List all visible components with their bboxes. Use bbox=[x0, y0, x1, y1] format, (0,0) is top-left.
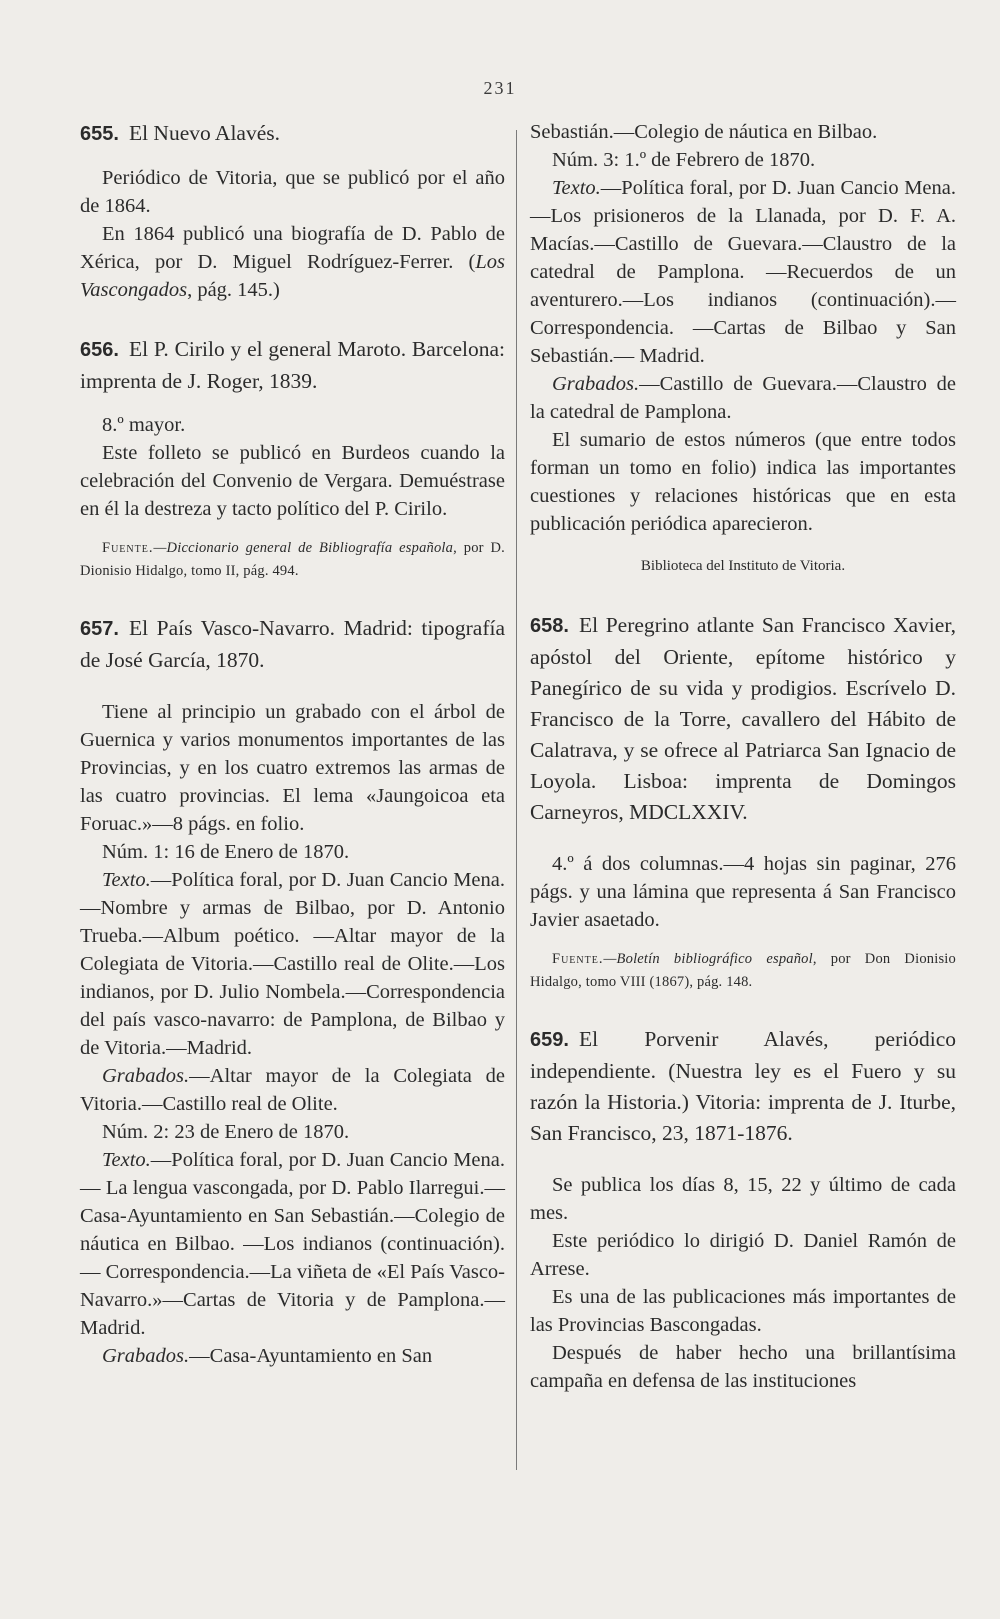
entry-655-heading bbox=[80, 118, 505, 150]
entry-659-heading bbox=[530, 1024, 956, 1149]
entry-number: 659. bbox=[530, 1029, 569, 1051]
paragraph: Periódico de Vitoria, que se publicó por el año de 1864. bbox=[80, 167, 505, 217]
entry-number: 656. bbox=[80, 339, 119, 361]
entry-number: 658. bbox=[530, 615, 569, 637]
paragraph: En 1864 publicó una biografía de D. Pablo de Xérica, por D. Miguel Rodríguez-Ferrer. (Los Vascongados, pág. 145.) bbox=[80, 223, 505, 301]
source-note: Fuente.—Boletín bibliográfico español, por Don Dionisio Hidalgo, tomo VIII (1867), pág. 148. bbox=[530, 951, 956, 990]
column-divider bbox=[516, 130, 517, 1470]
paragraph: El sumario de estos números (que entre todos forman un tomo en folio) indica las importantes cuestiones y relaciones históricas que en esta publicación periódica aparecieron. bbox=[530, 429, 956, 535]
entry-title: El Porvenir Alavés, periódico independiente. (Nuestra ley es el Fuero y su razón la Historia.) Vitoria: imprenta de J. Iturbe, San Francisco, 23, 1871-1876. bbox=[530, 1027, 956, 1145]
entry-title: El Nuevo Alavés. bbox=[128, 121, 281, 145]
issue-line: Núm. 3: 1.º de Febrero de 1870. bbox=[552, 149, 816, 171]
contents-text: Texto.—Política foral, por D. Juan Cancio Mena.— La lengua vascongada, por D. Pablo Ilarregui.— Casa-Ayuntamiento en San Sebastián.—Colegio de náutica en Bilbao. —Los indianos (continuación).— Correspondencia.—La viñeta de «El País Vasco-Navarro.»—Cartas de Vitoria y de Pamplona.—Madrid. bbox=[80, 1149, 505, 1339]
page-number: 231 bbox=[483, 78, 517, 98]
entry-title: El Peregrino atlante San Francisco Xavier, apóstol del Oriente, epítome histórico y Panegírico de su vida y prodigios. Escrívelo D. Francisco de la Torre, cavallero del Hábito de Calatrava, y se ofrece al Patriarca San Ignacio de Loyola. Lisboa: imprenta de Domingos Carneyros, MDCLXXIV. bbox=[530, 613, 956, 824]
paragraph: Después de haber hecho una brillantísima campaña en defensa de las instituciones bbox=[530, 1342, 956, 1392]
paragraph: Este folleto se publicó en Burdeos cuando la celebración del Convenio de Vergara. Demuéstrase en él la destreza y tacto político del P. Cirilo. bbox=[80, 442, 505, 520]
engravings-continued: Sebastián.—Colegio de náutica en Bilbao. bbox=[530, 121, 878, 143]
entry-656-heading bbox=[80, 334, 505, 397]
issue-line: Núm. 2: 23 de Enero de 1870. bbox=[102, 1121, 350, 1143]
paragraph: Se publica los días 8, 15, 22 y último de cada mes. bbox=[530, 1174, 956, 1224]
paragraph: Este periódico lo dirigió D. Daniel Ramón de Arrese. bbox=[530, 1230, 956, 1280]
entry-657-heading bbox=[80, 613, 505, 676]
source-note: Fuente.—Diccionario general de Bibliografía española, por D. Dionisio Hidalgo, tomo II, pág. 494. bbox=[80, 540, 505, 579]
contents-text: Texto.—Política foral, por D. Juan Cancio Mena.—Nombre y armas de Bilbao, por D. Antonio Trueba.—Album poético. —Altar mayor de la Colegiata de Vitoria.—Castillo real de Olite.—Los indianos, por D. Julio Nombela.—Correspondencia del país vasco-navarro: de Pamplona, de Bilbao y de Vitoria.—Madrid. bbox=[80, 869, 505, 1059]
engravings-text: Grabados.—Castillo de Guevara.—Claustro de la catedral de Pamplona. bbox=[530, 373, 956, 423]
issue-line: Núm. 1: 16 de Enero de 1870. bbox=[102, 841, 350, 863]
paragraph: Es una de las publicaciones más importantes de las Provincias Bascongadas. bbox=[530, 1286, 956, 1336]
format-line: 8.º mayor. bbox=[102, 414, 186, 436]
entry-658-heading bbox=[530, 610, 956, 828]
right-column bbox=[530, 118, 956, 1395]
paragraph: Tiene al principio un grabado con el árbol de Guernica y varios monumentos importantes de las Provincias, y en los cuatro extremos las armas de las cuatro provincias. El lema «Jaungoicoa eta Foruac.»—8 págs. en folio. bbox=[80, 701, 505, 835]
entry-number: 655. bbox=[80, 123, 119, 145]
library-note: Biblioteca del Instituto de Vitoria. bbox=[640, 558, 846, 574]
entry-number: 657. bbox=[80, 618, 119, 640]
paragraph: 4.º á dos columnas.—4 hojas sin paginar, 276 págs. y una lámina que representa á San Francisco Javier asaetado. bbox=[530, 853, 956, 931]
engravings-text: Grabados.—Altar mayor de la Colegiata de Vitoria.—Castillo real de Olite. bbox=[80, 1065, 505, 1115]
entry-title: El P. Cirilo y el general Maroto. Barcelona: imprenta de J. Roger, 1839. bbox=[80, 337, 505, 393]
engravings-text: Grabados.—Casa-Ayuntamiento en San bbox=[102, 1345, 433, 1367]
contents-text: Texto.—Política foral, por D. Juan Cancio Mena.—Los prisioneros de la Llanada, por D. F. A. Macías.—Castillo de Guevara.—Claustro de la catedral de Pamplona. —Recuerdos de un aventurero.—Los indianos (continuación).— Correspondencia. —Cartas de Bilbao y San Sebastián.— Madrid. bbox=[530, 177, 956, 367]
left-column bbox=[80, 118, 505, 1370]
entry-title: El País Vasco-Navarro. Madrid: tipografía de José García, 1870. bbox=[80, 616, 505, 672]
